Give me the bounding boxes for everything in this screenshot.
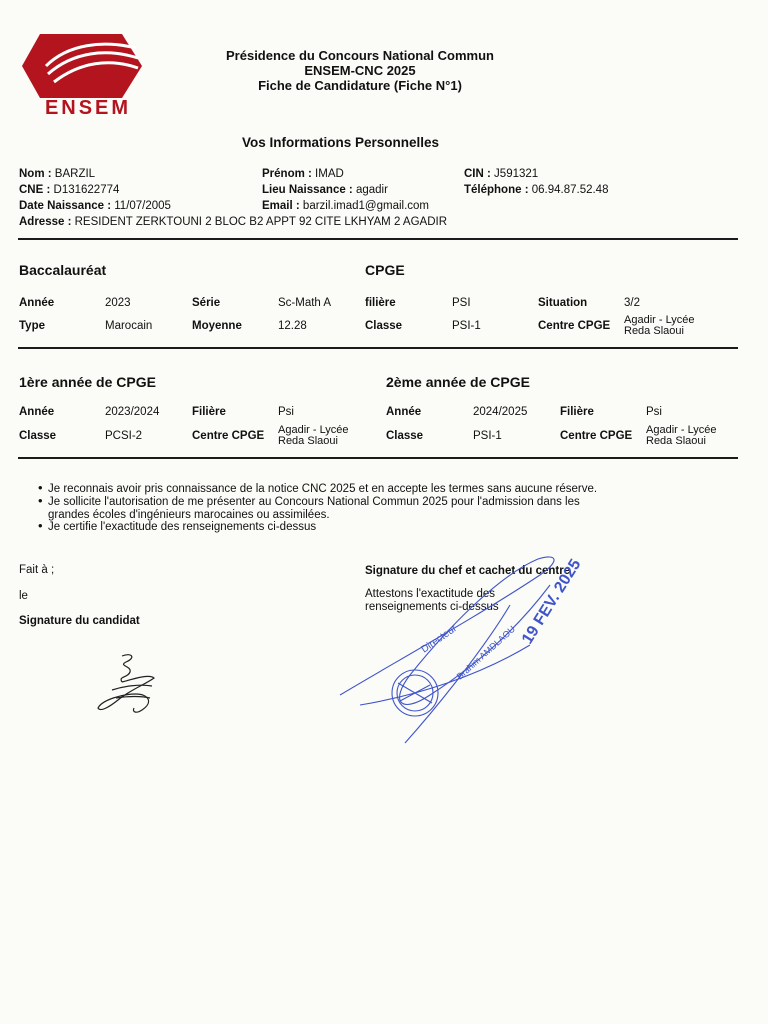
bac-annee-label: Année xyxy=(19,297,55,309)
cin-label: CIN : xyxy=(464,168,491,180)
cpge-situation-label: Situation xyxy=(538,297,588,309)
year2-classe-label: Classe xyxy=(386,430,424,442)
cpge-classe-label: Classe xyxy=(365,320,403,332)
cpge-centre-value xyxy=(624,315,695,337)
cpge-classe-value: PSI-1 xyxy=(452,320,481,332)
adresse-row xyxy=(19,216,447,228)
signature-chef-label: Signature du chef et cachet du centre xyxy=(365,565,571,577)
year1-title: 1ère année de CPGE xyxy=(19,374,156,390)
year1-annee-value: 2023/2024 xyxy=(105,406,160,418)
cne-label: CNE : xyxy=(19,184,51,196)
declaration-item: • Je sollicite l'autorisation de me présenter au Concours National Commun 2025 pour l'admission dans les grandes écoles d'ingénieurs marocaines ou assimilées. xyxy=(38,496,618,522)
year1-centre-label: Centre CPGE xyxy=(192,430,265,442)
lieu-label: Lieu Naissance : xyxy=(262,184,353,196)
bac-annee-value: 2023 xyxy=(105,297,131,309)
bac-serie-label: Série xyxy=(192,297,221,309)
year1-filiere-value: Psi xyxy=(278,406,294,418)
bac-moyenne-label: Moyenne xyxy=(192,320,242,332)
year2-centre-line-1: Agadir - Lycée xyxy=(646,424,717,436)
personal-info-title: Vos Informations Personnelles xyxy=(242,135,440,150)
candidate-signature xyxy=(92,650,172,722)
bac-type-label: Type xyxy=(19,320,45,332)
cpge-centre-label: Centre CPGE xyxy=(538,320,611,332)
year1-filiere-label: Filière xyxy=(192,406,226,418)
year1-classe-label: Classe xyxy=(19,430,57,442)
tel-row xyxy=(464,184,608,196)
cne-row xyxy=(19,184,119,196)
date-value: 11/07/2005 xyxy=(114,200,171,212)
nom-value: BARZIL xyxy=(54,168,96,180)
nom-label: Nom : xyxy=(19,168,52,180)
cin-value: J591321 xyxy=(494,168,539,180)
bac-type-value: Marocain xyxy=(105,320,153,332)
date-row xyxy=(19,200,171,212)
nom-row xyxy=(19,168,95,180)
header-block xyxy=(190,48,530,93)
year2-filiere-value: Psi xyxy=(646,406,662,418)
year1-centre-value xyxy=(278,425,349,447)
year1-centre-line-1: Agadir - Lycée xyxy=(278,424,349,436)
header-line-1: Présidence du Concours National Commun xyxy=(226,48,494,63)
prenom-value: IMAD xyxy=(315,168,344,180)
le-label: le xyxy=(19,590,28,602)
tel-value: 06.94.87.52.48 xyxy=(531,184,609,196)
header-line-2: ENSEM-CNC 2025 xyxy=(304,63,416,78)
declarations-list xyxy=(38,483,618,534)
adresse-value: RESIDENT ZERKTOUNI 2 BLOC B2 APPT 92 CITE LKHYAM 2 AGADIR xyxy=(74,216,447,228)
year1-classe-value: PCSI-2 xyxy=(105,430,143,442)
year2-annee-value: 2024/2025 xyxy=(473,406,528,418)
year2-title: 2ème année de CPGE xyxy=(386,374,530,390)
adresse-label: Adresse : xyxy=(19,216,72,228)
declaration-item: • Je reconnais avoir pris connaissance de la notice CNC 2025 et en accepte les termes sans aucune réserve. xyxy=(38,483,618,496)
tel-label: Téléphone : xyxy=(464,184,529,196)
svg-text:ENSEM: ENSEM xyxy=(44,97,132,118)
cpge-title: CPGE xyxy=(365,262,405,278)
bac-moyenne-value: 12.28 xyxy=(278,320,307,332)
cpge-filiere-label: filière xyxy=(365,297,396,309)
cpge-filiere-value: PSI xyxy=(452,297,471,309)
ensem-logo xyxy=(18,26,158,118)
email-value: barzil.imad1@gmail.com xyxy=(302,200,429,212)
year2-centre-line-2: Reda Slaoui xyxy=(646,435,706,447)
official-stamp xyxy=(330,545,630,755)
divider-2 xyxy=(18,347,738,349)
bac-title: Baccalauréat xyxy=(19,262,107,278)
fait-a-label: Fait à ; xyxy=(19,564,55,576)
cpge-centre-line-2: Reda Slaoui xyxy=(624,325,684,337)
email-label: Email : xyxy=(262,200,300,212)
stamp-directeur-text: Directeur xyxy=(419,623,459,656)
declaration-item: • Je certifie l'exactitude des renseignements ci-dessus xyxy=(38,521,618,534)
prenom-row xyxy=(262,168,344,180)
year2-centre-value xyxy=(646,425,717,447)
prenom-label: Prénom : xyxy=(262,168,312,180)
cpge-centre-line-1: Agadir - Lycée xyxy=(624,314,695,326)
cpge-situation-value: 3/2 xyxy=(624,297,640,309)
year1-annee-label: Année xyxy=(19,406,55,418)
year2-centre-label: Centre CPGE xyxy=(560,430,633,442)
header-line-3: Fiche de Candidature (Fiche N°1) xyxy=(258,78,462,93)
attestons-line-2: renseignements ci-dessus xyxy=(365,601,499,613)
divider-3 xyxy=(18,457,738,459)
stamp-date-text: 19 FEV. 2025 xyxy=(518,556,585,648)
divider-1 xyxy=(18,238,738,240)
lieu-value: agadir xyxy=(355,184,388,196)
year2-classe-value: PSI-1 xyxy=(473,430,502,442)
lieu-row xyxy=(262,184,388,196)
year2-annee-label: Année xyxy=(386,406,422,418)
stamp-name-text: Brahim AMDLAOU xyxy=(454,623,518,682)
year1-centre-line-2: Reda Slaoui xyxy=(278,435,338,447)
bac-serie-value: Sc-Math A xyxy=(278,297,332,309)
cne-value: D131622774 xyxy=(53,184,120,196)
attestons-line-1: Attestons l'exactitude des xyxy=(365,588,496,600)
date-label: Date Naissance : xyxy=(19,200,112,212)
email-row xyxy=(262,200,429,212)
signature-candidat-label: Signature du candidat xyxy=(19,615,140,627)
year2-filiere-label: Filière xyxy=(560,406,594,418)
cin-row xyxy=(464,168,538,180)
